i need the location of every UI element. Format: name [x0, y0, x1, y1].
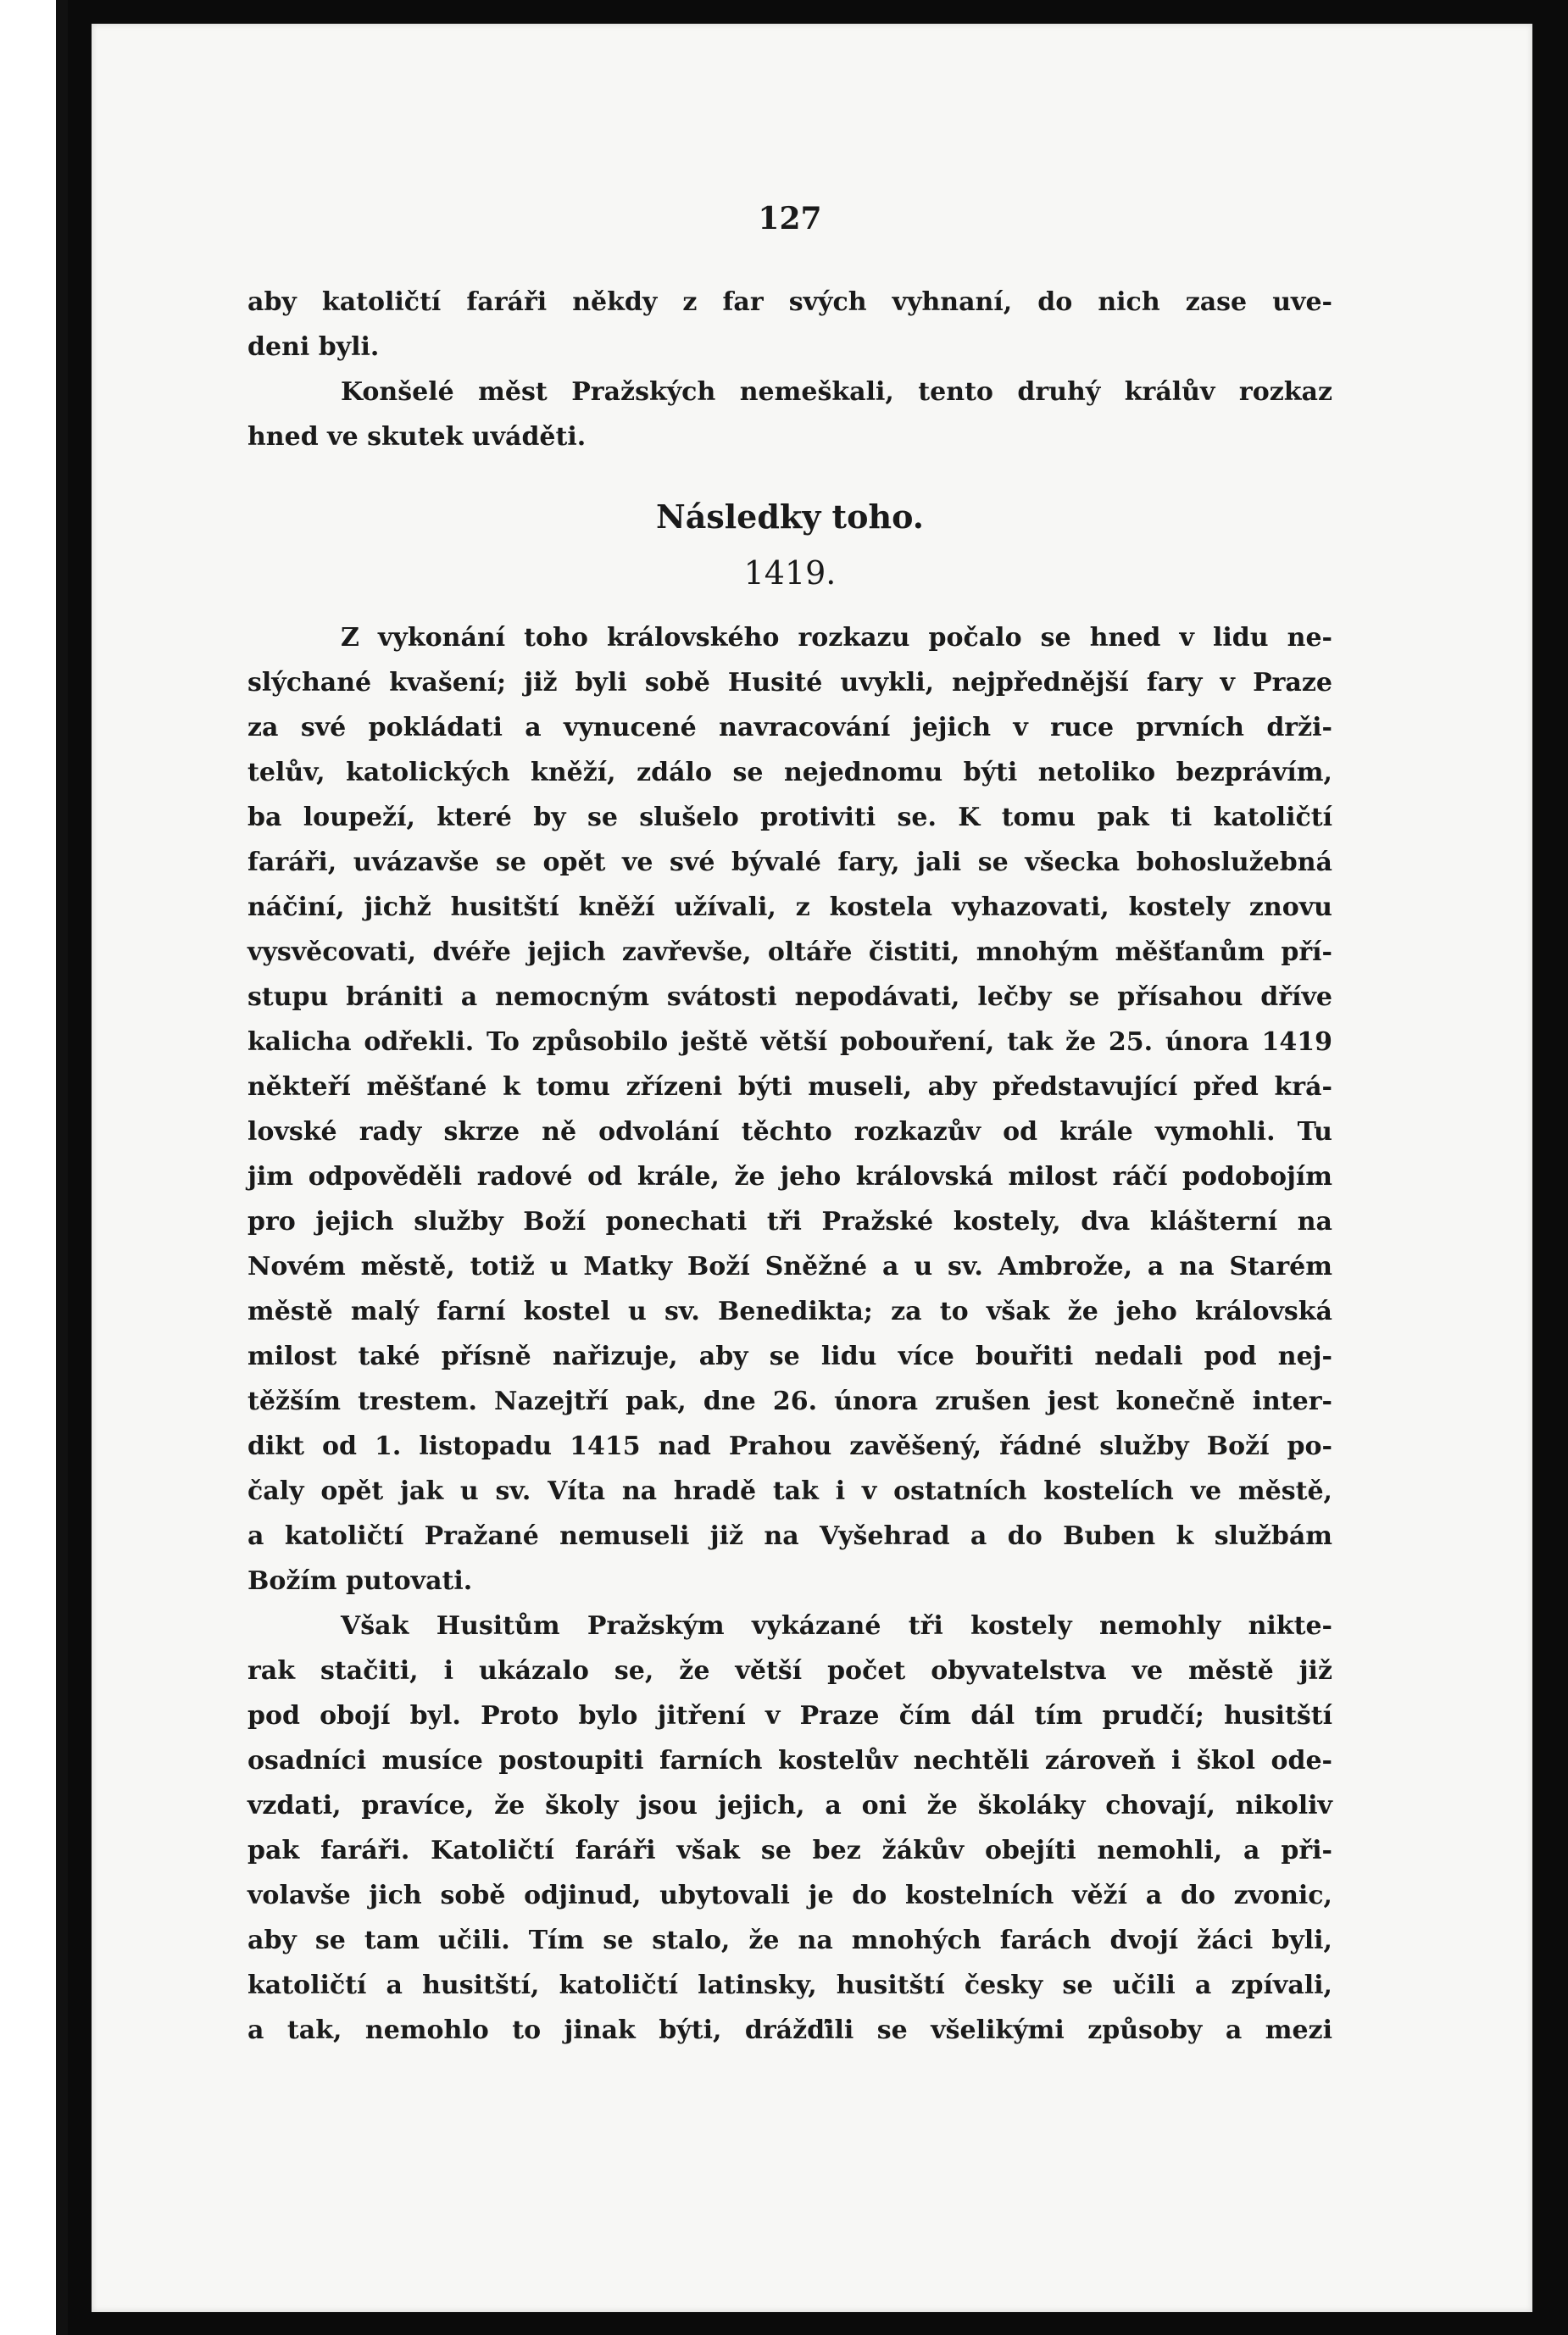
- section-year: 1419.: [743, 554, 837, 592]
- text-line: aby se tam učili. Tím se stalo, že na mnohých farách dvojí žáci byli,: [247, 1926, 1332, 1955]
- text-line: pro jejich služby Boží ponechati tři Pražské kostely, dva klášterní na: [247, 1207, 1332, 1237]
- main-paragraph: [247, 615, 1332, 1604]
- text-line: Novém městě, totiž u Matky Boží Sněžné a u sv. Ambrože, a na Starém: [247, 1252, 1332, 1281]
- opening-paragraph: [247, 280, 1332, 370]
- text-line: Konšelé měst Pražských nemeškali, tento druhý králův rozkaz: [341, 377, 1332, 407]
- text-line: slýchané kvašení; již byli sobě Husité uvykli, nejpřednější fary v Praze: [247, 668, 1332, 698]
- text-line: telův, katolických kněží, zdálo se nejednomu býti netoliko bezprávím,: [247, 758, 1332, 787]
- text-line: za své pokládati a vynucené navracování jejich v ruce prvních drži-: [247, 713, 1332, 742]
- text-line: milost také přísně nařizuje, aby se lidu více bouřiti nedali pod nej-: [247, 1342, 1332, 1371]
- text-line: těžším trestem. Nazejtří pak, dne 26. února zrušen jest konečně inter-: [247, 1387, 1332, 1416]
- text-line: Z vykonání toho královského rozkazu počalo se hned v lidu ne-: [341, 623, 1332, 653]
- text-line: dikt od 1. listopadu 1415 nad Prahou zavěšený, řádné služby Boží po-: [247, 1432, 1332, 1461]
- text-line: a tak, nemohlo to jinak býti, drážďili se všelikými způsoby a mezi: [247, 2015, 1332, 2045]
- second-paragraph: [247, 370, 1332, 459]
- text-line: osadníci musíce postoupiti farních kostelův nechtěli zároveň i škol ode-: [247, 1746, 1332, 1776]
- book-page: [92, 24, 1532, 2312]
- text-line: jim odpověděli radové od krále, že jeho královská milost ráčí podobojím: [247, 1162, 1332, 1192]
- text-line: hned ve skutek uváděti.: [247, 422, 587, 452]
- text-line: pak faráři. Katoličtí faráři však se bez žákův obejíti nemohli, a při-: [247, 1836, 1332, 1865]
- text-line: lovské rady skrze ně odvolání těchto rozkazův od krále vymohli. Tu: [247, 1117, 1332, 1147]
- text-line: čaly opět jak u sv. Víta na hradě tak i v ostatních kostelích ve městě,: [247, 1476, 1332, 1506]
- section-heading: Následky toho.: [655, 498, 924, 536]
- text-line: vysvěcovati, dvéře jejich zavřevše, oltáře čistiti, mnohým měšťanům pří-: [247, 937, 1332, 967]
- text-line: katoličtí a husitští, katoličtí latinsky, husitští česky se učili a zpívali,: [247, 1971, 1332, 2000]
- text-line: někteří měšťané k tomu zřízeni býti museli, aby představující před krá-: [247, 1072, 1332, 1102]
- text-line: Však Husitům Pražským vykázané tři kostely nemohly nikte-: [341, 1611, 1332, 1641]
- text-line: volavše jich sobě odjinud, ubytovali je do kostelních věží a do zvonic,: [247, 1881, 1332, 1910]
- text-line: ba loupeží, které by se slušelo protiviti se. K tomu pak ti katoličtí: [247, 803, 1332, 832]
- text-line: a katoličtí Pražané nemuseli již na Vyšehrad a do Buben k službám: [247, 1521, 1332, 1551]
- text-line: deni byli.: [247, 332, 380, 362]
- text-line: vzdati, pravíce, že školy jsou jejich, a oni že školáky chovají, nikoliv: [247, 1791, 1332, 1821]
- page-number: 127: [758, 201, 822, 236]
- text-line: stupu brániti a nemocným svátosti nepodávati, lečby se přísahou dříve: [247, 982, 1332, 1012]
- text-line: aby katoličtí faráři někdy z far svých vyhnaní, do nich zase uve-: [247, 287, 1332, 317]
- text-line: faráři, uvázavše se opět ve své bývalé fary, jali se všecka bohoslužebná: [247, 848, 1332, 877]
- text-line: náčiní, jichž husitští kněží užívali, z kostela vyhazovati, kostely znovu: [247, 892, 1332, 922]
- text-line: rak stačiti, i ukázalo se, že větší počet obyvatelstva ve městě již: [247, 1656, 1332, 1686]
- text-line: pod obojí byl. Proto bylo jitření v Praze čím dál tím prudčí; husitští: [247, 1701, 1332, 1731]
- text-line: kalicha odřekli. To způsobilo ještě větší pobouření, tak že 25. února 1419: [247, 1027, 1332, 1057]
- adjacent-page-edge: [0, 0, 68, 2335]
- page-text-block: [247, 202, 1332, 2053]
- text-line: Božím putovati.: [247, 1566, 473, 1596]
- text-line: městě malý farní kostel u sv. Benedikta; za to však že jeho královská: [247, 1297, 1332, 1326]
- final-paragraph: [247, 1604, 1332, 2053]
